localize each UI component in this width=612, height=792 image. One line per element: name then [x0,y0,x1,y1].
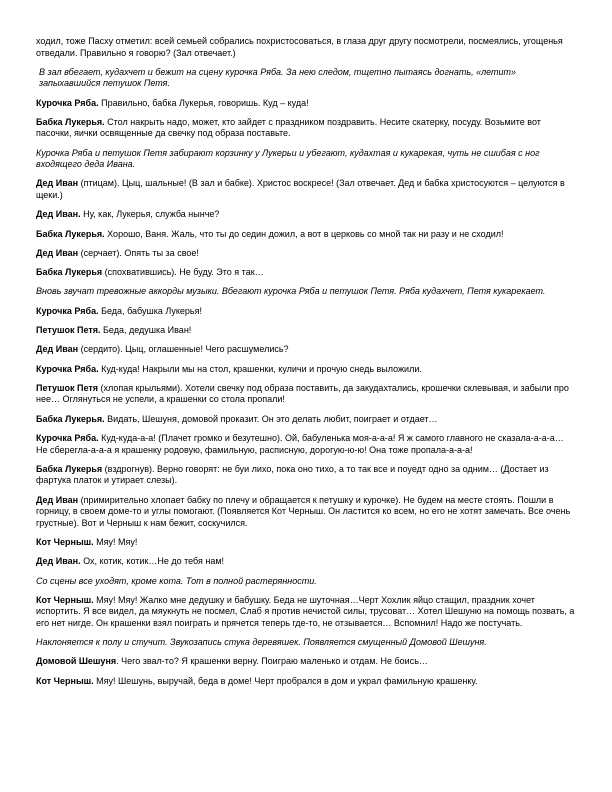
speaker-name: Курочка Ряба. [36,305,99,316]
stage-direction-text: В зал вбегает, кудахчет и бежит на сцену курочка Ряба. За нею следом, тщетно пытаясь догнать, «летит» запыхавшийся петушок Петя. [39,66,517,89]
line-text: Ох, котик, котик…Не до тебя нам! [80,556,225,567]
line-text: (примирительно хлопает бабку по плечу и обращается к петушку и курочке). Не будем на месте стоять. Пошли в горницу, в своем доме-то и углы помогают. (Появляется Кот Черныш. Он ластится ко всем, но его не хотят замечать. Все очень грустные). Вот и Черныш к нам бежит, соскучился. [36,494,571,528]
speaker-name: Кот Черныш. [36,675,94,686]
stage-direction [36,67,576,90]
line-text: Правильно, бабка Лукерья, говоришь. Куд – куда! [98,97,309,108]
speaker-name: Бабка Лукерья [36,463,103,474]
speaker-name: Бабка Лукерья. [36,116,105,127]
dialogue-line [36,306,576,318]
stage-direction-text: Со сцены все уходят, кроме кота. Тот в полной растерянности. [36,575,317,586]
speaker-name: Дед Иван [36,178,79,189]
speaker-name: Кот Черныш. [36,594,94,605]
speaker-name: Бабка Лукерья. [36,413,105,424]
stage-direction [36,637,576,649]
speaker-name: Бабка Лукерья. [36,228,105,239]
stage-direction [36,148,576,171]
line-text: (спохватившись). Не буду. Это я так… [102,267,264,278]
line-text: Стол накрыть надо, может, кто зайдет с праздником поздравить. Несите скатерку, посуду. Возьмите вот пасочки, яички освященные да свечку под образа поставьте. [36,116,541,139]
line-text: Куд-куда! Накрыли мы на стол, крашенки, куличи и прочую снедь выложили. [98,363,422,374]
line-text: (птицам). Цыц, шальные! (В зал и бабке). Христос воскресе! (Зал отвечает. Дед и бабка христосуются – целуются в щеки.) [36,178,565,200]
dialogue-line [36,229,576,241]
dialogue-line [36,383,576,406]
speaker-name: Курочка Ряба. [36,97,99,108]
speaker-name: Домовой Шешуня [36,656,117,667]
line-text: (хлопая крыльями). Хотели свечку под образа поставить, да закудахтались, крошечки склевывая, и забыли про нее… Оглянуться не успели, а крашенки со стола пропали! [36,382,569,405]
stage-direction-text: Вновь звучат тревожные аккорды музыки. Вбегают курочка Ряба и петушок Петя. Ряба кудахчет, Петя кукарекает. [36,286,546,297]
speaker-name: Курочка Ряба. [36,433,99,444]
document-page [36,36,576,695]
line-text: Беда, дедушка Иван! [100,325,192,336]
speaker-name: Кот Черныш. [36,536,94,547]
dialogue-line [36,344,576,356]
speaker-name: Дед Иван. [36,556,81,567]
line-text: Беда, бабушка Лукерья! [98,305,202,316]
dialogue-line [36,556,576,568]
line-text: Мяу! Мяу! [93,536,138,547]
dialogue-line [36,656,576,668]
stage-direction [36,286,576,298]
line-text: Куд-куда-а-а! (Плачет громко и безутешно). Ой, бабуленька моя-а-а-а! Я ж самого главного не сказала-а-а-а… Не сберегла-а-а-а я крашенку родовую, фамильную, расписную, дорогую-ю-ю! Она тоже пропала-а-а-а! [36,433,564,455]
dialogue-line [36,117,576,140]
stage-direction-text: Курочка Ряба и петушок Петя забирают корзинку у Лукерьи и убегают, кудахтая и кукарекая, чуть не сшибая с ног входящего деда Ивана. [36,147,540,170]
text-paragraph [36,36,576,59]
dialogue-line [36,595,576,630]
dialogue-line [36,364,576,376]
dialogue-line [36,433,576,456]
dialogue-line [36,464,576,487]
line-text: (сердито). Цыц, оглашенные! Чего расшумелись? [78,344,289,355]
speaker-name: Дед Иван [36,247,79,258]
line-text: Хорошо, Ваня. Жаль, что ты до седин дожил, а вот в церковь со мной так ни разу и не сходил! [104,228,504,239]
dialogue-line [36,676,576,688]
stage-direction-text: Наклоняется к полу и стучит. Звукозапись стука деревяшек. Появляется смущенный Домовой Шешуня. [36,637,487,648]
dialogue-line [36,325,576,337]
dialogue-line [36,98,576,110]
line-text: Мяу! Мяу! Жалко мне дедушку и бабушку. Беда не шуточная…Черт Хохлик яйцо стащил, праздник хочет испортить. Я все видел, да мяукнуть не посмел, Слаб я против нечистой силы, трусоват… Хотел Шешуню на помощь позвать, а его нет нигде. Он крашенки взял поиграть и прячется теперь где-то, не отзывается… Вспомнил! Надо же постучать. [36,594,575,628]
speaker-name: Бабка Лукерья [36,267,103,278]
dialogue-line [36,178,576,201]
stage-direction [36,576,576,588]
dialogue-line [36,414,576,426]
line-text: (серчает). Опять ты за свое! [78,247,199,258]
dialogue-line [36,248,576,260]
dialogue-line [36,267,576,279]
speaker-name: Курочка Ряба. [36,363,99,374]
dialogue-line [36,495,576,530]
paragraph-text: ходил, тоже Пасху отметил: всей семьей собрались похристосоваться, в глаза друг другу посмотрели, посмеялись, угощенья отведали. Правильно я говорю? (Зал отвечает.) [36,36,563,58]
line-text: . Чего звал-то? Я крашенки верну. Поиграю маленько и отдам. Не боись… [116,656,428,667]
speaker-name: Дед Иван [36,494,79,505]
speaker-name: Дед Иван. [36,209,81,220]
dialogue-line [36,209,576,221]
speaker-name: Дед Иван [36,344,79,355]
speaker-name: Петушок Петя [36,382,99,393]
line-text: (вздрогнув). Верно говорят: не буи лихо, пока оно тихо, а то так все и поуедт одно за одним… (Достает из фартука платок и утирает слезы). [36,463,549,486]
line-text: Ну, как, Лукерья, служба нынче? [80,209,220,220]
dialogue-line [36,537,576,549]
line-text: Мяу! Шешунь, выручай, беда в доме! Черт пробрался в дом и украл фамильную крашенку. [93,675,478,686]
line-text: Видать, Шешуня, домовой проказит. Он это делать любит, поиграет и отдает… [104,413,438,424]
speaker-name: Петушок Петя. [36,325,101,336]
